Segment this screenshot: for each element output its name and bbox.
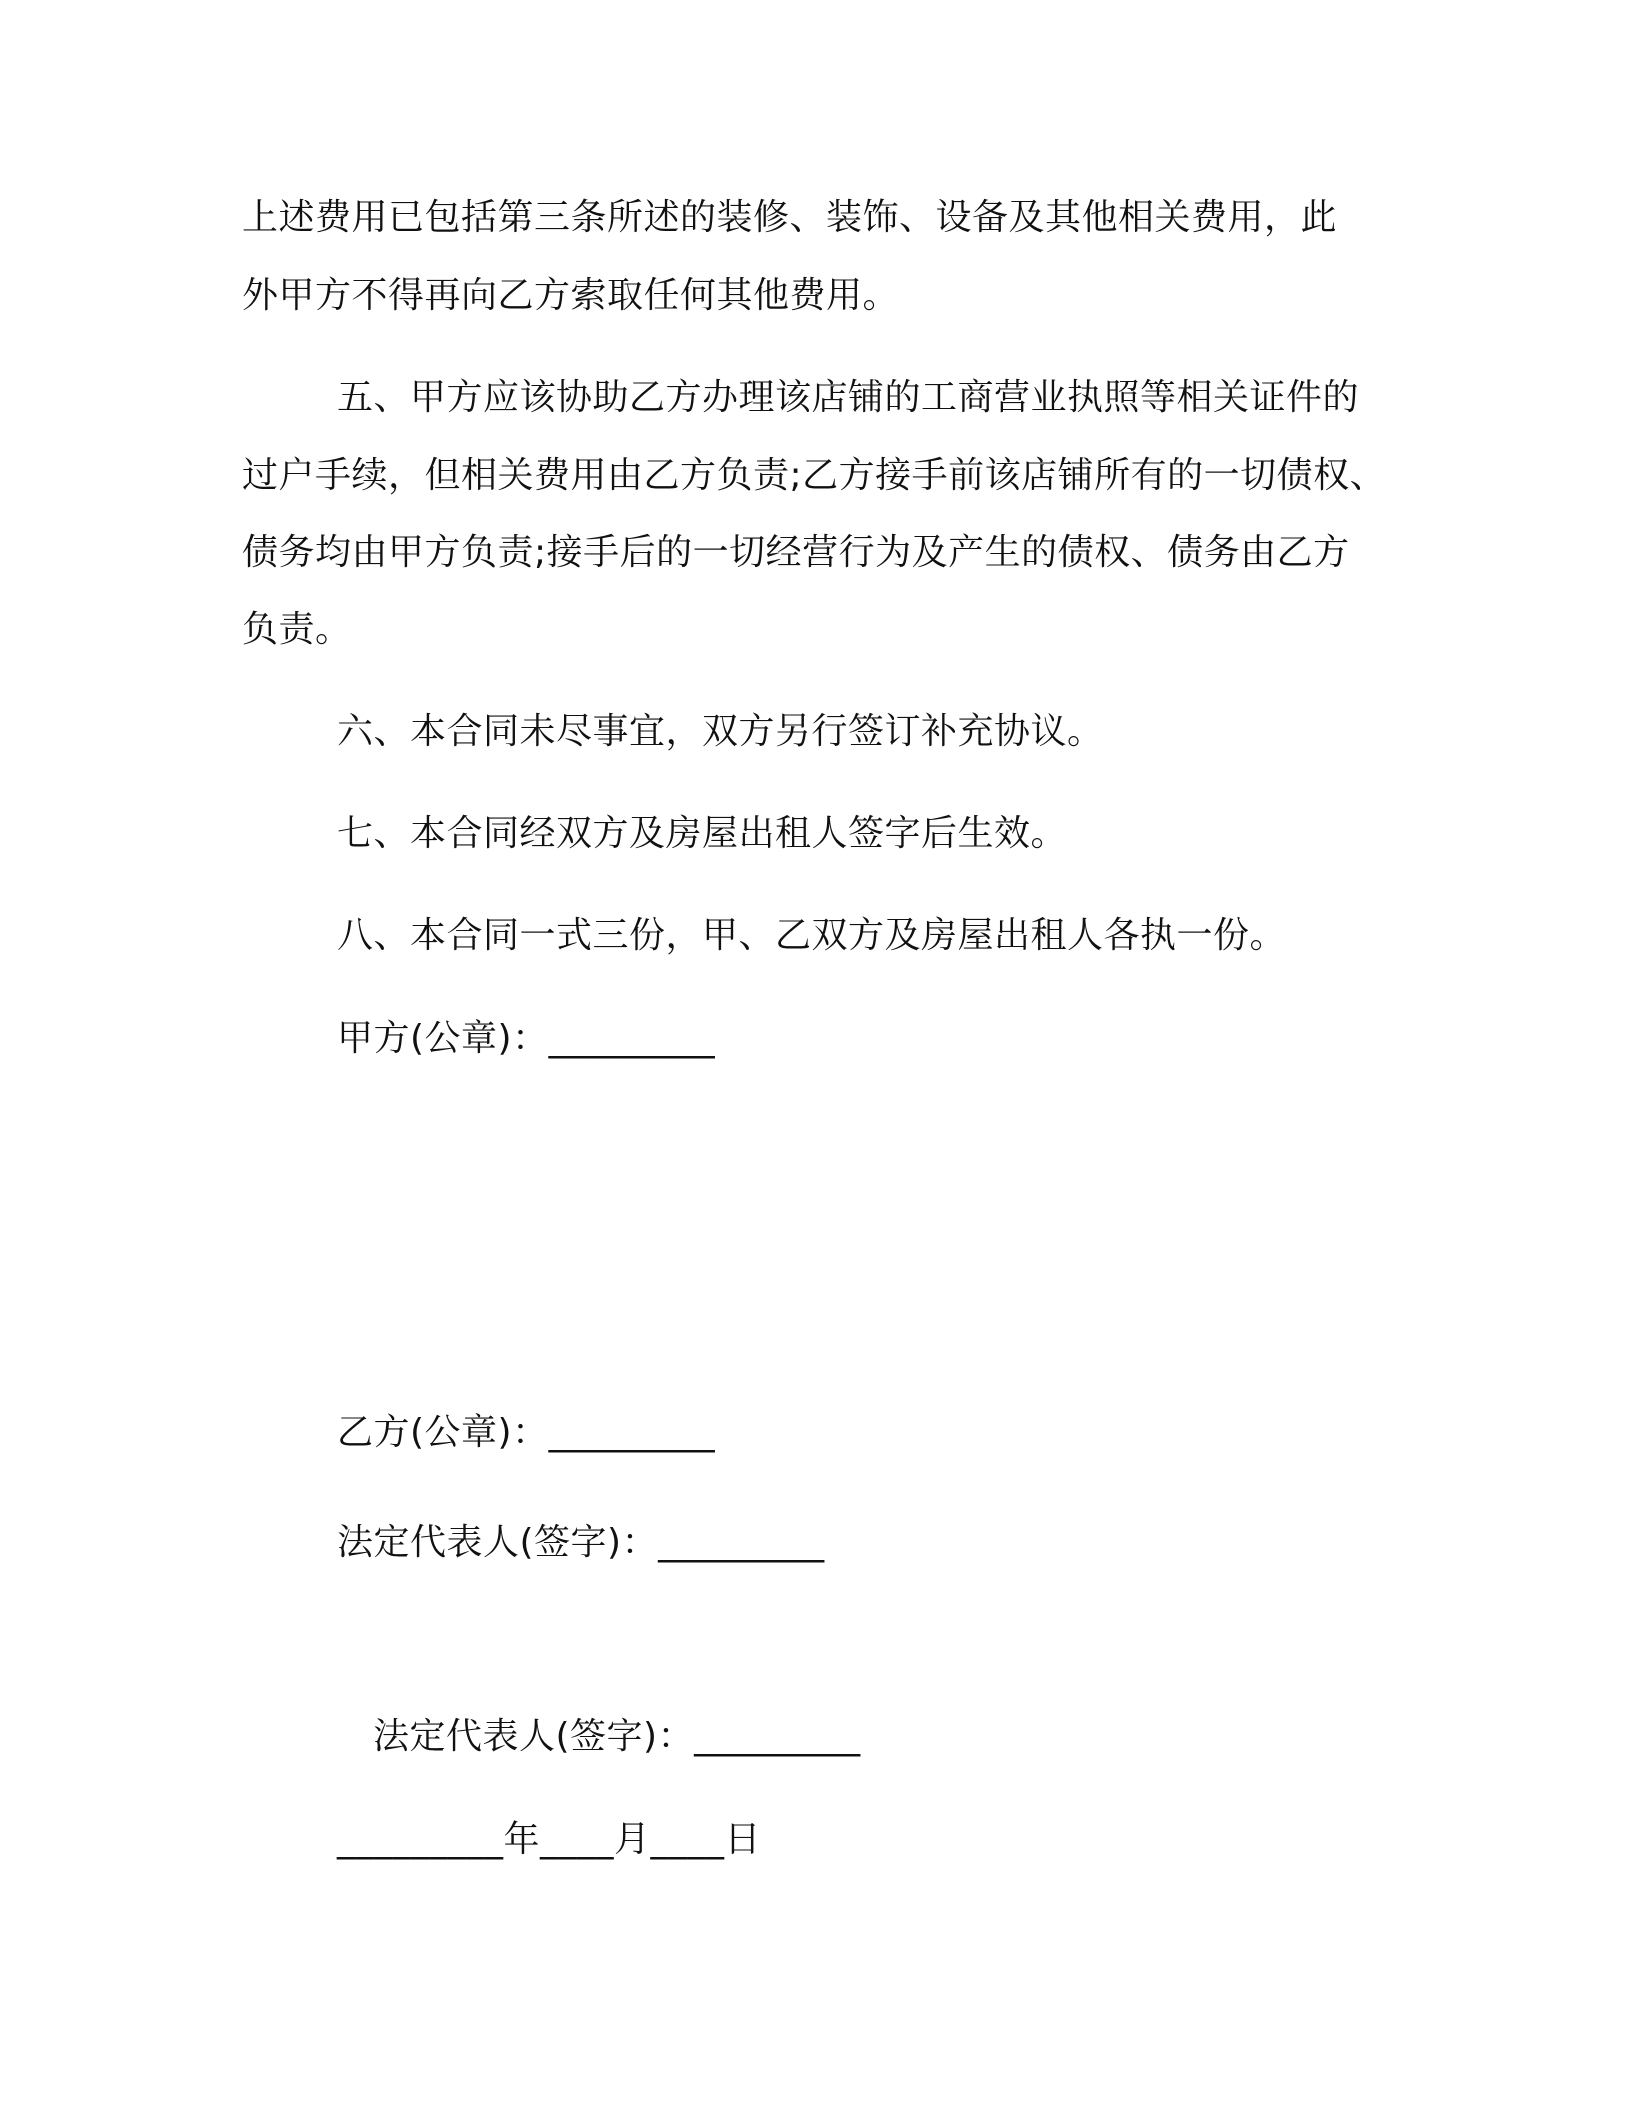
clause-5-line-2: 过户手续，但相关费用由乙方负责;乙方接手前该店铺所有的一切债权、 [242,455,1387,496]
clause-5-line-1: 五、甲方应该协助乙方办理该店铺的工商营业执照等相关证件的 [337,377,1360,418]
clause-5-line-4: 负责。 [242,609,352,650]
signing-date: _________年____月____日 [337,1819,761,1860]
clause-6: 六、本合同未尽事宜，双方另行签订补充协议。 [337,711,1104,752]
fees-paragraph-line-1: 上述费用已包括第三条所述的装修、装饰、设备及其他相关费用，此 [242,197,1338,238]
party-a-seal: 甲方(公章)：_________ [337,1018,716,1059]
fees-paragraph-line-2: 外甲方不得再向乙方索取任何其他费用。 [242,275,900,316]
clause-5-line-3: 债务均由甲方负责;接手后的一切经营行为及产生的债权、债务由乙方 [242,532,1350,573]
legal-representative-signature-2: 法定代表人(签字)：_________ [373,1716,861,1757]
clause-8: 八、本合同一式三份，甲、乙双方及房屋出租人各执一份。 [337,915,1287,956]
legal-representative-signature: 法定代表人(签字)：_________ [337,1522,825,1563]
clause-7: 七、本合同经双方及房屋出租人签字后生效。 [337,813,1068,854]
party-b-seal: 乙方(公章)：_________ [337,1412,716,1453]
